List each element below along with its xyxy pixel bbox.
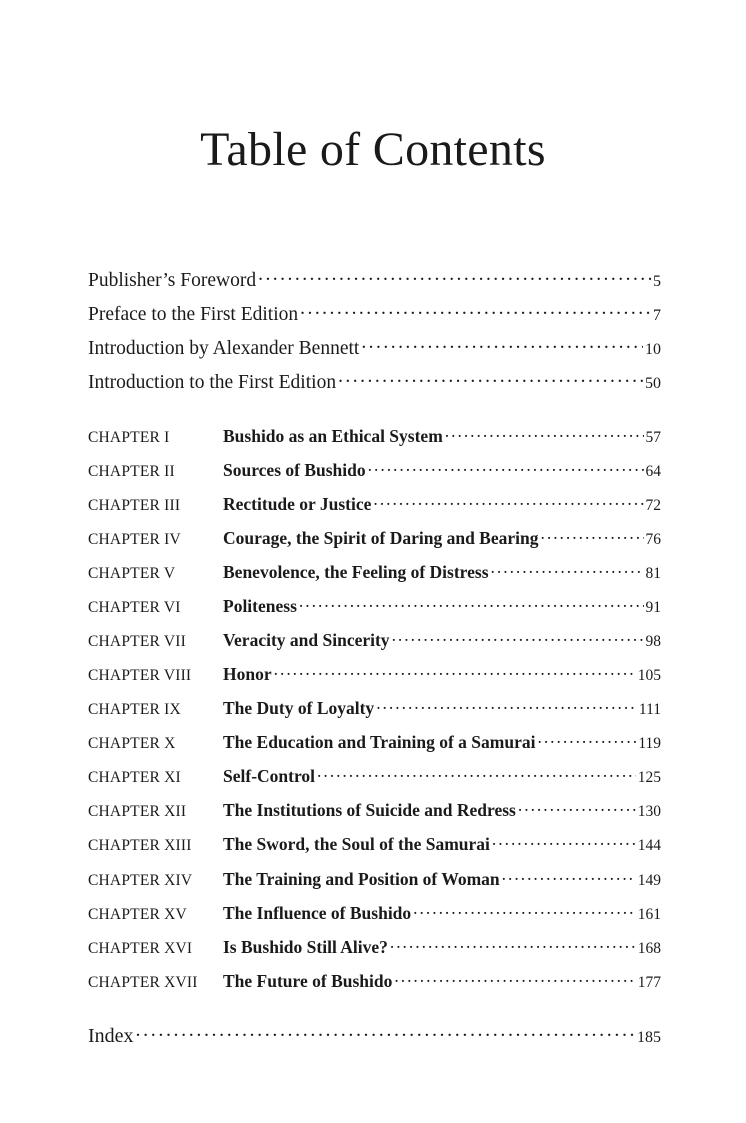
dot-leader — [502, 867, 636, 885]
chapter-title: The Sword, the Soul of the Samurai — [223, 833, 490, 854]
dot-leader — [368, 458, 644, 476]
chapter-number: CHAPTER XIII — [88, 836, 192, 854]
chapter-title: The Institutions of Suicide and Redress — [223, 799, 516, 820]
chapter-number: CHAPTER XIV — [88, 871, 193, 889]
chapter-number: CHAPTER III — [88, 496, 181, 514]
dot-leader — [392, 628, 644, 646]
dot-leader — [541, 526, 644, 544]
dot-leader — [338, 368, 643, 388]
entry-page-number: 130 — [637, 802, 661, 820]
entry-page-number: 105 — [637, 666, 661, 684]
toc-entry-chapter-1[interactable] — [88, 424, 661, 447]
entry-page-number: 177 — [637, 973, 661, 991]
entry-page-number: 98 — [645, 632, 661, 650]
entry-page-number: 111 — [638, 700, 661, 718]
entry-label: Introduction by Alexander Bennett — [88, 337, 360, 359]
chapter-title: Bushido as an Ethical System — [223, 425, 443, 446]
chapter-number: CHAPTER XVII — [88, 973, 198, 991]
dot-leader — [258, 266, 651, 286]
dot-leader — [299, 594, 644, 612]
entry-page-number: 50 — [645, 374, 661, 392]
dot-leader — [300, 300, 651, 320]
chapter-number: CHAPTER X — [88, 734, 176, 752]
dot-leader — [136, 1022, 635, 1042]
entry-page-number: 7 — [653, 306, 661, 324]
chapter-title: Politeness — [223, 595, 297, 616]
toc-entry-chapter-9[interactable] — [88, 696, 661, 719]
toc-entry-chapter-6[interactable] — [88, 594, 661, 617]
dot-leader — [373, 492, 643, 510]
toc-entry-chapter-13[interactable] — [88, 832, 661, 855]
dot-leader — [361, 334, 643, 354]
entry-page-number: 149 — [637, 871, 661, 889]
chapter-title: The Education and Training of a Samurai — [223, 731, 536, 752]
entry-page-number: 185 — [637, 1029, 661, 1046]
entry-page-number: 91 — [645, 598, 661, 616]
dot-leader — [394, 969, 635, 987]
chapter-number: CHAPTER XI — [88, 768, 181, 786]
entry-page-number: 144 — [637, 836, 661, 854]
entry-page-number: 10 — [645, 340, 661, 358]
toc-entry-preface[interactable] — [88, 300, 661, 326]
chapter-title: Self-Control — [223, 765, 316, 786]
chapter-title: The Duty of Loyalty — [223, 697, 375, 718]
toc-entry-chapter-5[interactable] — [88, 560, 661, 583]
dot-leader — [491, 560, 644, 578]
dot-leader — [492, 832, 636, 850]
chapter-title: Courage, the Spirit of Daring and Bearing — [223, 527, 539, 548]
entry-page-number: 72 — [645, 496, 661, 514]
chapter-title: Benevolence, the Feeling of Distress — [223, 561, 489, 582]
toc-entry-introduction-first-edition[interactable] — [88, 368, 661, 394]
toc-entry-chapter-16[interactable] — [88, 935, 661, 958]
entry-page-number: 57 — [645, 428, 661, 446]
toc-entry-index[interactable] — [88, 1022, 661, 1048]
toc-entry-chapter-15[interactable] — [88, 901, 661, 924]
chapter-title: The Training and Position of Woman — [223, 868, 500, 889]
entry-page-number: 161 — [637, 905, 661, 923]
toc-entry-chapter-11[interactable] — [88, 764, 661, 787]
dot-leader — [274, 662, 636, 680]
entry-page-number: 119 — [638, 734, 661, 752]
chapter-number: CHAPTER VII — [88, 632, 186, 650]
chapter-number: CHAPTER VIII — [88, 666, 192, 684]
chapter-title: The Influence of Bushido — [223, 902, 412, 923]
toc-entry-chapter-14[interactable] — [88, 867, 661, 890]
entry-page-number: 81 — [645, 564, 661, 582]
toc-entry-chapter-17[interactable] — [88, 969, 661, 992]
chapter-title: Veracity and Sincerity — [223, 629, 390, 650]
toc-entry-chapter-10[interactable] — [88, 730, 661, 753]
toc-entry-chapter-2[interactable] — [88, 458, 661, 481]
chapter-number: CHAPTER II — [88, 462, 175, 480]
chapter-number: CHAPTER V — [88, 564, 176, 582]
dot-leader — [445, 424, 644, 442]
dot-leader — [537, 730, 636, 748]
chapter-number: CHAPTER XV — [88, 905, 187, 923]
chapter-title: Honor — [223, 663, 272, 684]
chapter-number: CHAPTER IX — [88, 700, 181, 718]
entry-page-number: 5 — [653, 272, 661, 290]
chapter-title: Sources of Bushido — [223, 459, 366, 480]
chapter-number: CHAPTER XII — [88, 802, 187, 820]
toc-entry-publishers-foreword[interactable] — [88, 266, 661, 292]
dot-leader — [317, 764, 636, 782]
chapter-number: CHAPTER VI — [88, 598, 181, 616]
entry-page-number: 125 — [637, 768, 661, 786]
entry-page-number: 64 — [645, 462, 661, 480]
toc-entry-chapter-12[interactable] — [88, 798, 661, 821]
toc-entry-chapter-8[interactable] — [88, 662, 661, 685]
dot-leader — [390, 935, 636, 953]
toc-entry-chapter-3[interactable] — [88, 492, 661, 515]
chapter-title: Rectitude or Justice — [223, 493, 372, 514]
dot-leader — [376, 696, 637, 714]
chapter-number: CHAPTER IV — [88, 530, 181, 548]
chapter-number: CHAPTER I — [88, 428, 170, 446]
toc-entry-introduction-bennett[interactable] — [88, 334, 661, 360]
entry-label: Preface to the First Edition — [88, 303, 299, 325]
toc-entry-chapter-7[interactable] — [88, 628, 661, 651]
dot-leader — [518, 798, 636, 816]
dot-leader — [413, 901, 636, 919]
entry-label: Index — [88, 1025, 134, 1047]
entry-page-number: 76 — [645, 530, 661, 548]
toc-entry-chapter-4[interactable] — [88, 526, 661, 549]
chapter-title: Is Bushido Still Alive? — [223, 936, 388, 957]
chapter-number: CHAPTER XVI — [88, 939, 193, 957]
chapter-title: The Future of Bushido — [223, 970, 393, 991]
entry-label: Publisher’s Foreword — [88, 269, 257, 291]
page-title: Table of Contents — [200, 123, 546, 176]
entry-page-number: 168 — [637, 939, 661, 957]
entry-label: Introduction to the First Edition — [88, 371, 337, 393]
